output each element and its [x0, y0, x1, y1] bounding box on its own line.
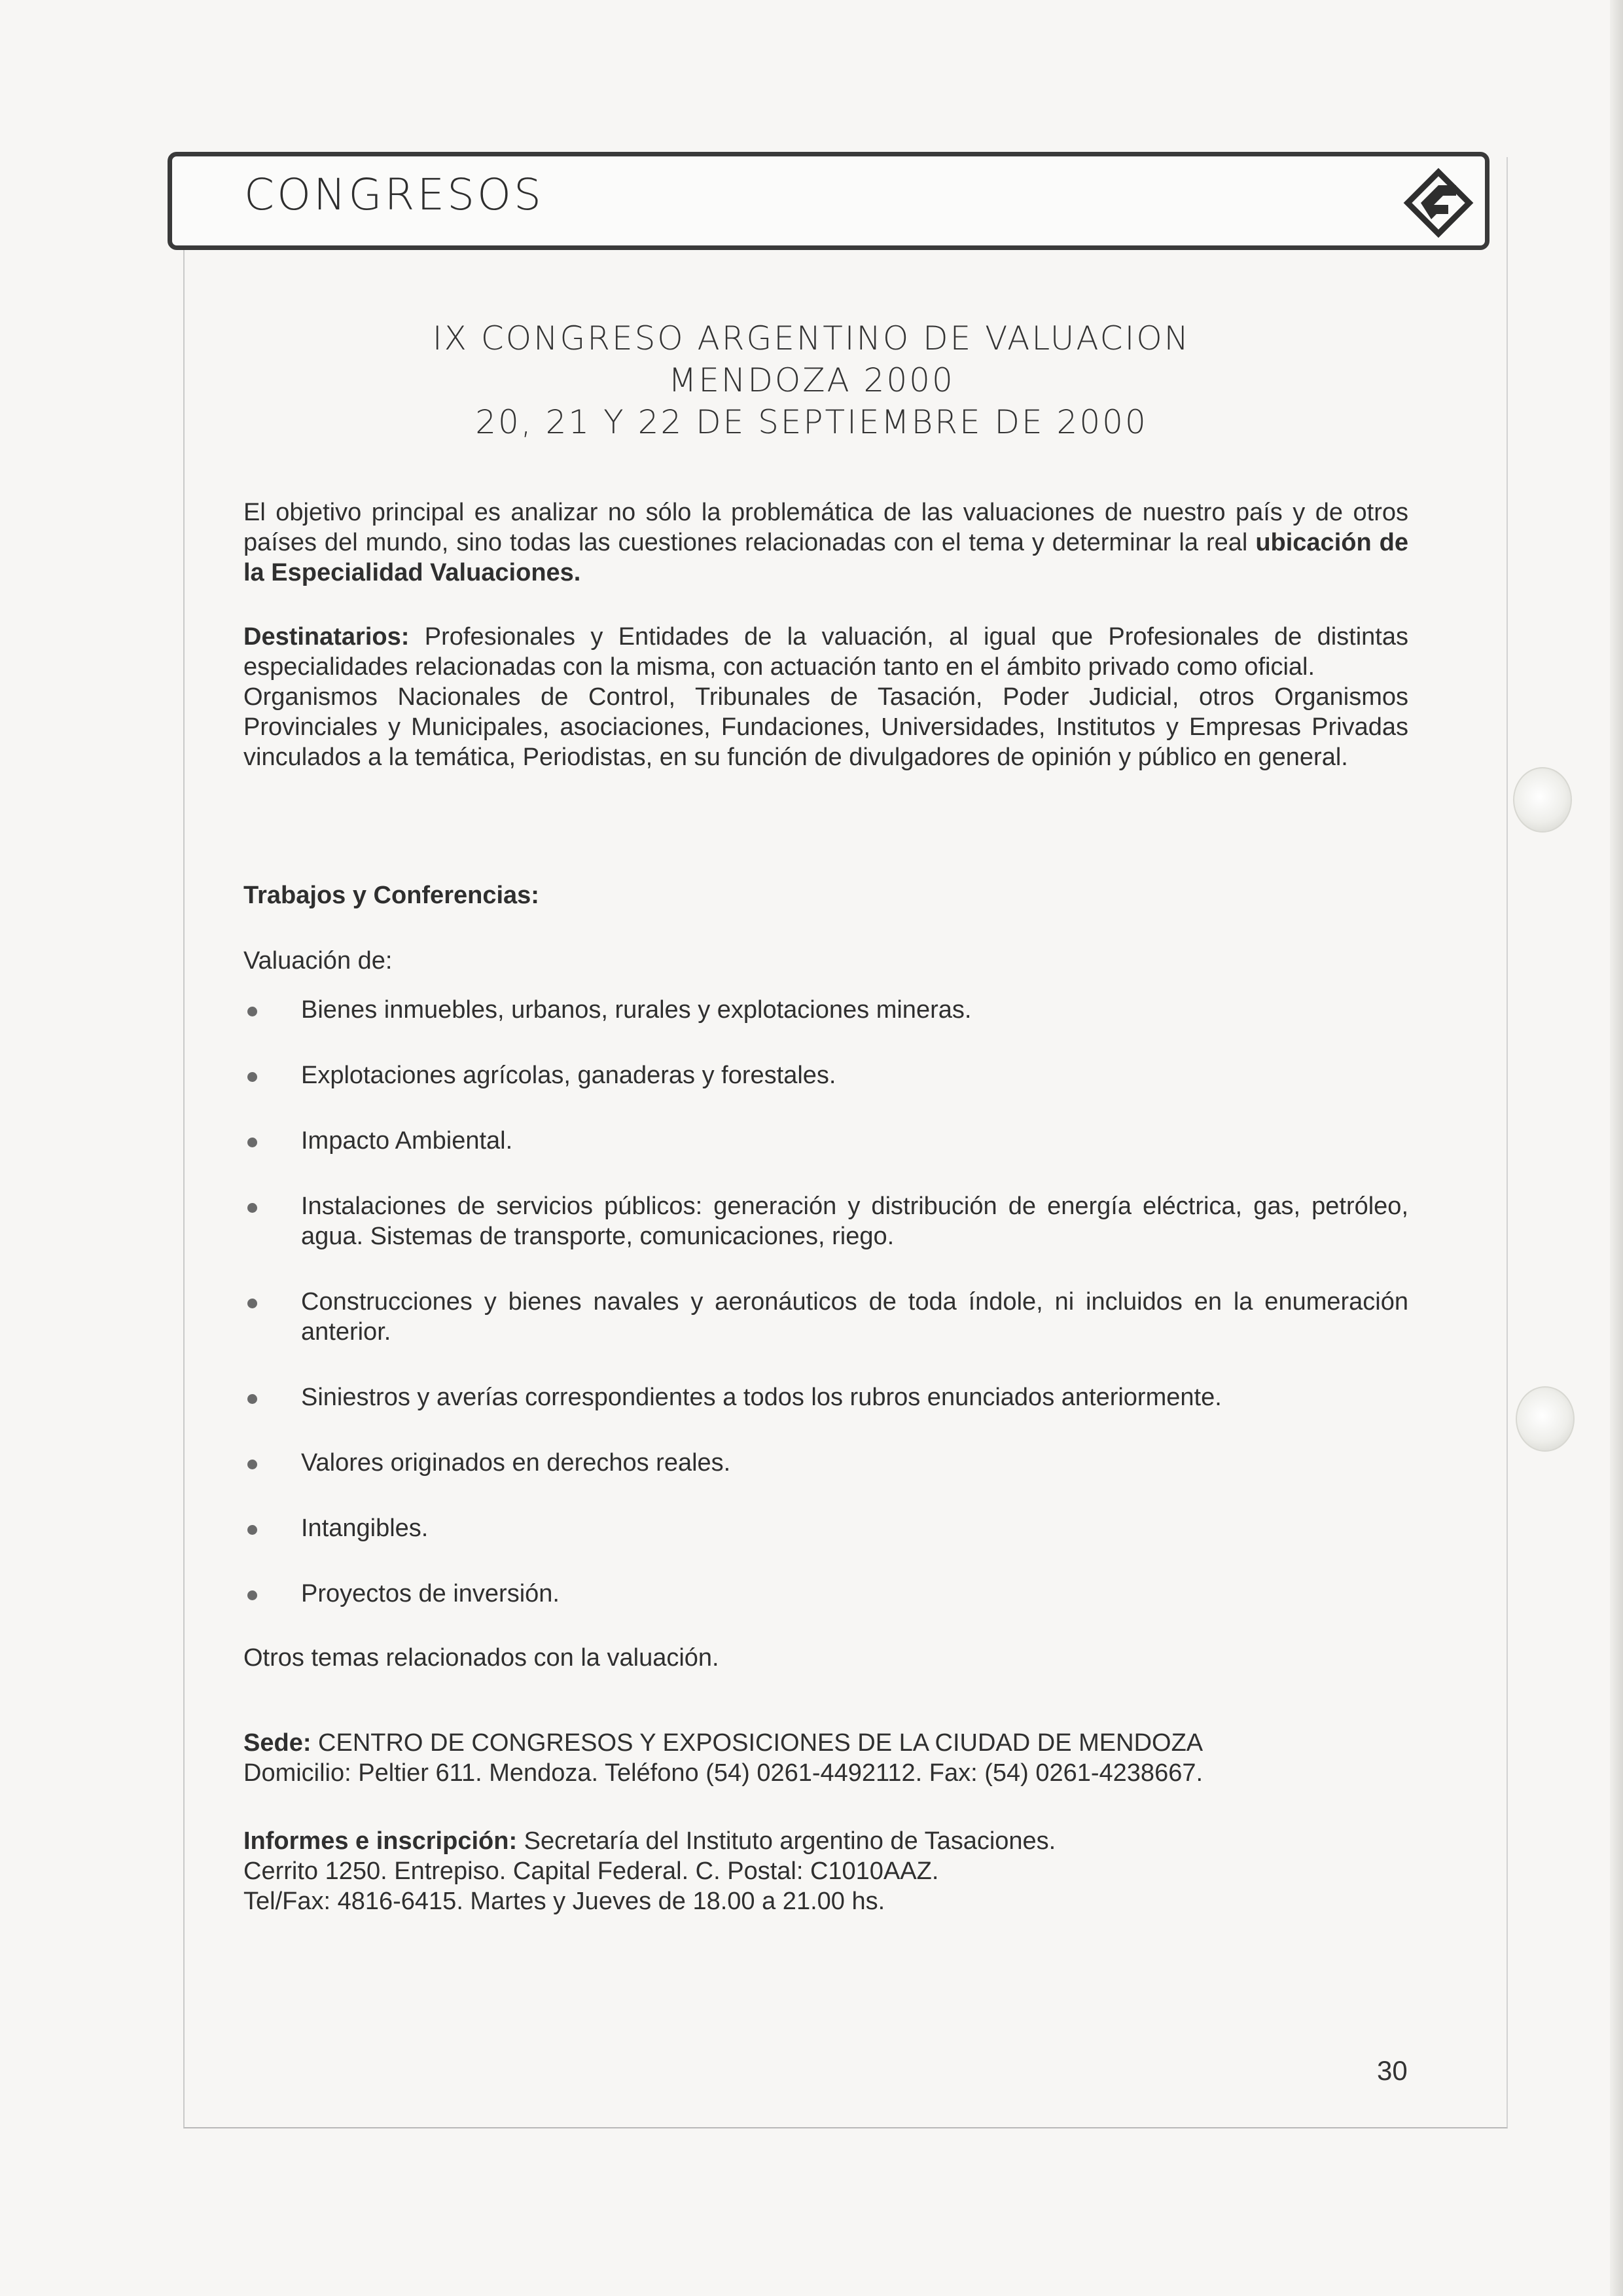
bullet-icon	[247, 1590, 257, 1600]
list-item-text: Instalaciones de servicios públicos: generación y distribución de energía eléctrica, gas, petróleo, agua. Sistemas de transporte, comunicaciones, riego.	[301, 1193, 1408, 1250]
list-item	[243, 1126, 1408, 1156]
list-item-text: Construcciones y bienes navales y aeronáuticos de toda índole, ni incluidos en la enumeración anterior.	[301, 1288, 1408, 1346]
section-title: CONGRESOS	[244, 170, 544, 220]
intro-paragraph	[243, 497, 1408, 588]
bullet-icon	[247, 1203, 257, 1213]
page-edge	[1610, 0, 1623, 2296]
bullet-icon	[247, 1007, 257, 1016]
destinatarios-text: Profesionales y Entidades de la valuación, al igual que Profesionales de distintas especialidades relacionadas con la misma, con actuación tanto en el ámbito privado como oficial.	[243, 623, 1409, 681]
binder-hole	[1516, 1386, 1575, 1452]
informes-phone: Tel/Fax: 4816-6415. Martes y Jueves de 18.00 a 21.00 hs.	[243, 1888, 885, 1915]
destinatarios-paragraph	[243, 622, 1408, 772]
bullet-icon	[247, 1138, 257, 1147]
bullet-icon	[247, 1394, 257, 1404]
list-item-text: Proyectos de inversión.	[301, 1580, 560, 1607]
list-item	[243, 1191, 1408, 1251]
sede-label: Sede:	[243, 1729, 312, 1757]
informes-address: Cerrito 1250. Entrepiso. Capital Federal. C. Postal: C1010AAZ.	[243, 1857, 939, 1885]
list-item-text: Siniestros y averías correspondientes a todos los rubros enunciados anteriormente.	[301, 1384, 1222, 1411]
bullet-icon	[247, 1299, 257, 1308]
binder-hole	[1513, 767, 1572, 833]
trabajos-heading: Trabajos y Conferencias:	[243, 882, 539, 909]
list-item-text: Bienes inmuebles, urbanos, rurales y explotaciones mineras.	[301, 996, 972, 1024]
sede-block	[243, 1728, 1408, 1788]
list-item	[243, 1287, 1408, 1347]
bullet-icon	[247, 1460, 257, 1469]
list-item	[243, 1060, 1408, 1090]
congress-name: IX CONGRESO ARGENTINO DE VALUACION	[432, 319, 1191, 357]
congress-dates: 20, 21 Y 22 DE SEPTIEMBRE DE 2000	[475, 403, 1148, 441]
informes-block	[243, 1826, 1408, 1916]
trabajos-closing: Otros temas relacionados con la valuación.	[243, 1644, 719, 1672]
list-item	[243, 1382, 1408, 1412]
list-item-text: Intangibles.	[301, 1515, 429, 1542]
list-item-text: Explotaciones agrícolas, ganaderas y forestales.	[301, 1062, 836, 1089]
destinatarios-label: Destinatarios:	[243, 623, 410, 651]
informes-label: Informes e inscripción:	[243, 1827, 518, 1855]
sede-address: Domicilio: Peltier 611. Mendoza. Teléfono (54) 0261-4492112. Fax: (54) 0261-4238667.	[243, 1759, 1204, 1787]
list-item	[243, 1579, 1408, 1609]
list-item-text: Valores originados en derechos reales.	[301, 1449, 731, 1477]
congress-city: MENDOZA 2000	[668, 361, 955, 399]
list-item	[243, 1513, 1408, 1543]
intro-text: El objetivo principal es analizar no sólo la problemática de las valuaciones de nuestro país y de otros países del mundo, sino todas las cuestiones relacionadas con el tema y determinar la real	[243, 499, 1408, 556]
section-header	[168, 152, 1489, 250]
list-item-text: Impacto Ambiental.	[301, 1127, 513, 1155]
list-item	[243, 995, 1408, 1025]
page-number: 30	[1377, 2055, 1408, 2086]
list-item	[243, 1448, 1408, 1478]
congress-title	[249, 317, 1374, 443]
informes-text: Secretaría del Instituto argentino de Tasaciones.	[524, 1827, 1056, 1855]
valuation-topics-list	[243, 995, 1408, 1644]
sede-name: CENTRO DE CONGRESOS Y EXPOSICIONES DE LA CIUDAD DE MENDOZA	[318, 1729, 1204, 1757]
intro-bold: ubicación de la Especialidad Valuaciones.	[243, 529, 1408, 586]
institute-logo-icon	[1402, 167, 1474, 239]
bullet-icon	[247, 1072, 257, 1082]
destinatarios-text-2: Organismos Nacionales de Control, Tribunales de Tasación, Poder Judicial, otros Organismos Provinciales y Municipales, asociaciones, Fundaciones, Universidades, Institutos y Empresas Privadas vinculados a la temática, Periodistas, en su función de divulgadores de opinión y público en general.	[243, 683, 1408, 771]
trabajos-intro: Valuación de:	[243, 947, 393, 975]
bullet-icon	[247, 1525, 257, 1535]
